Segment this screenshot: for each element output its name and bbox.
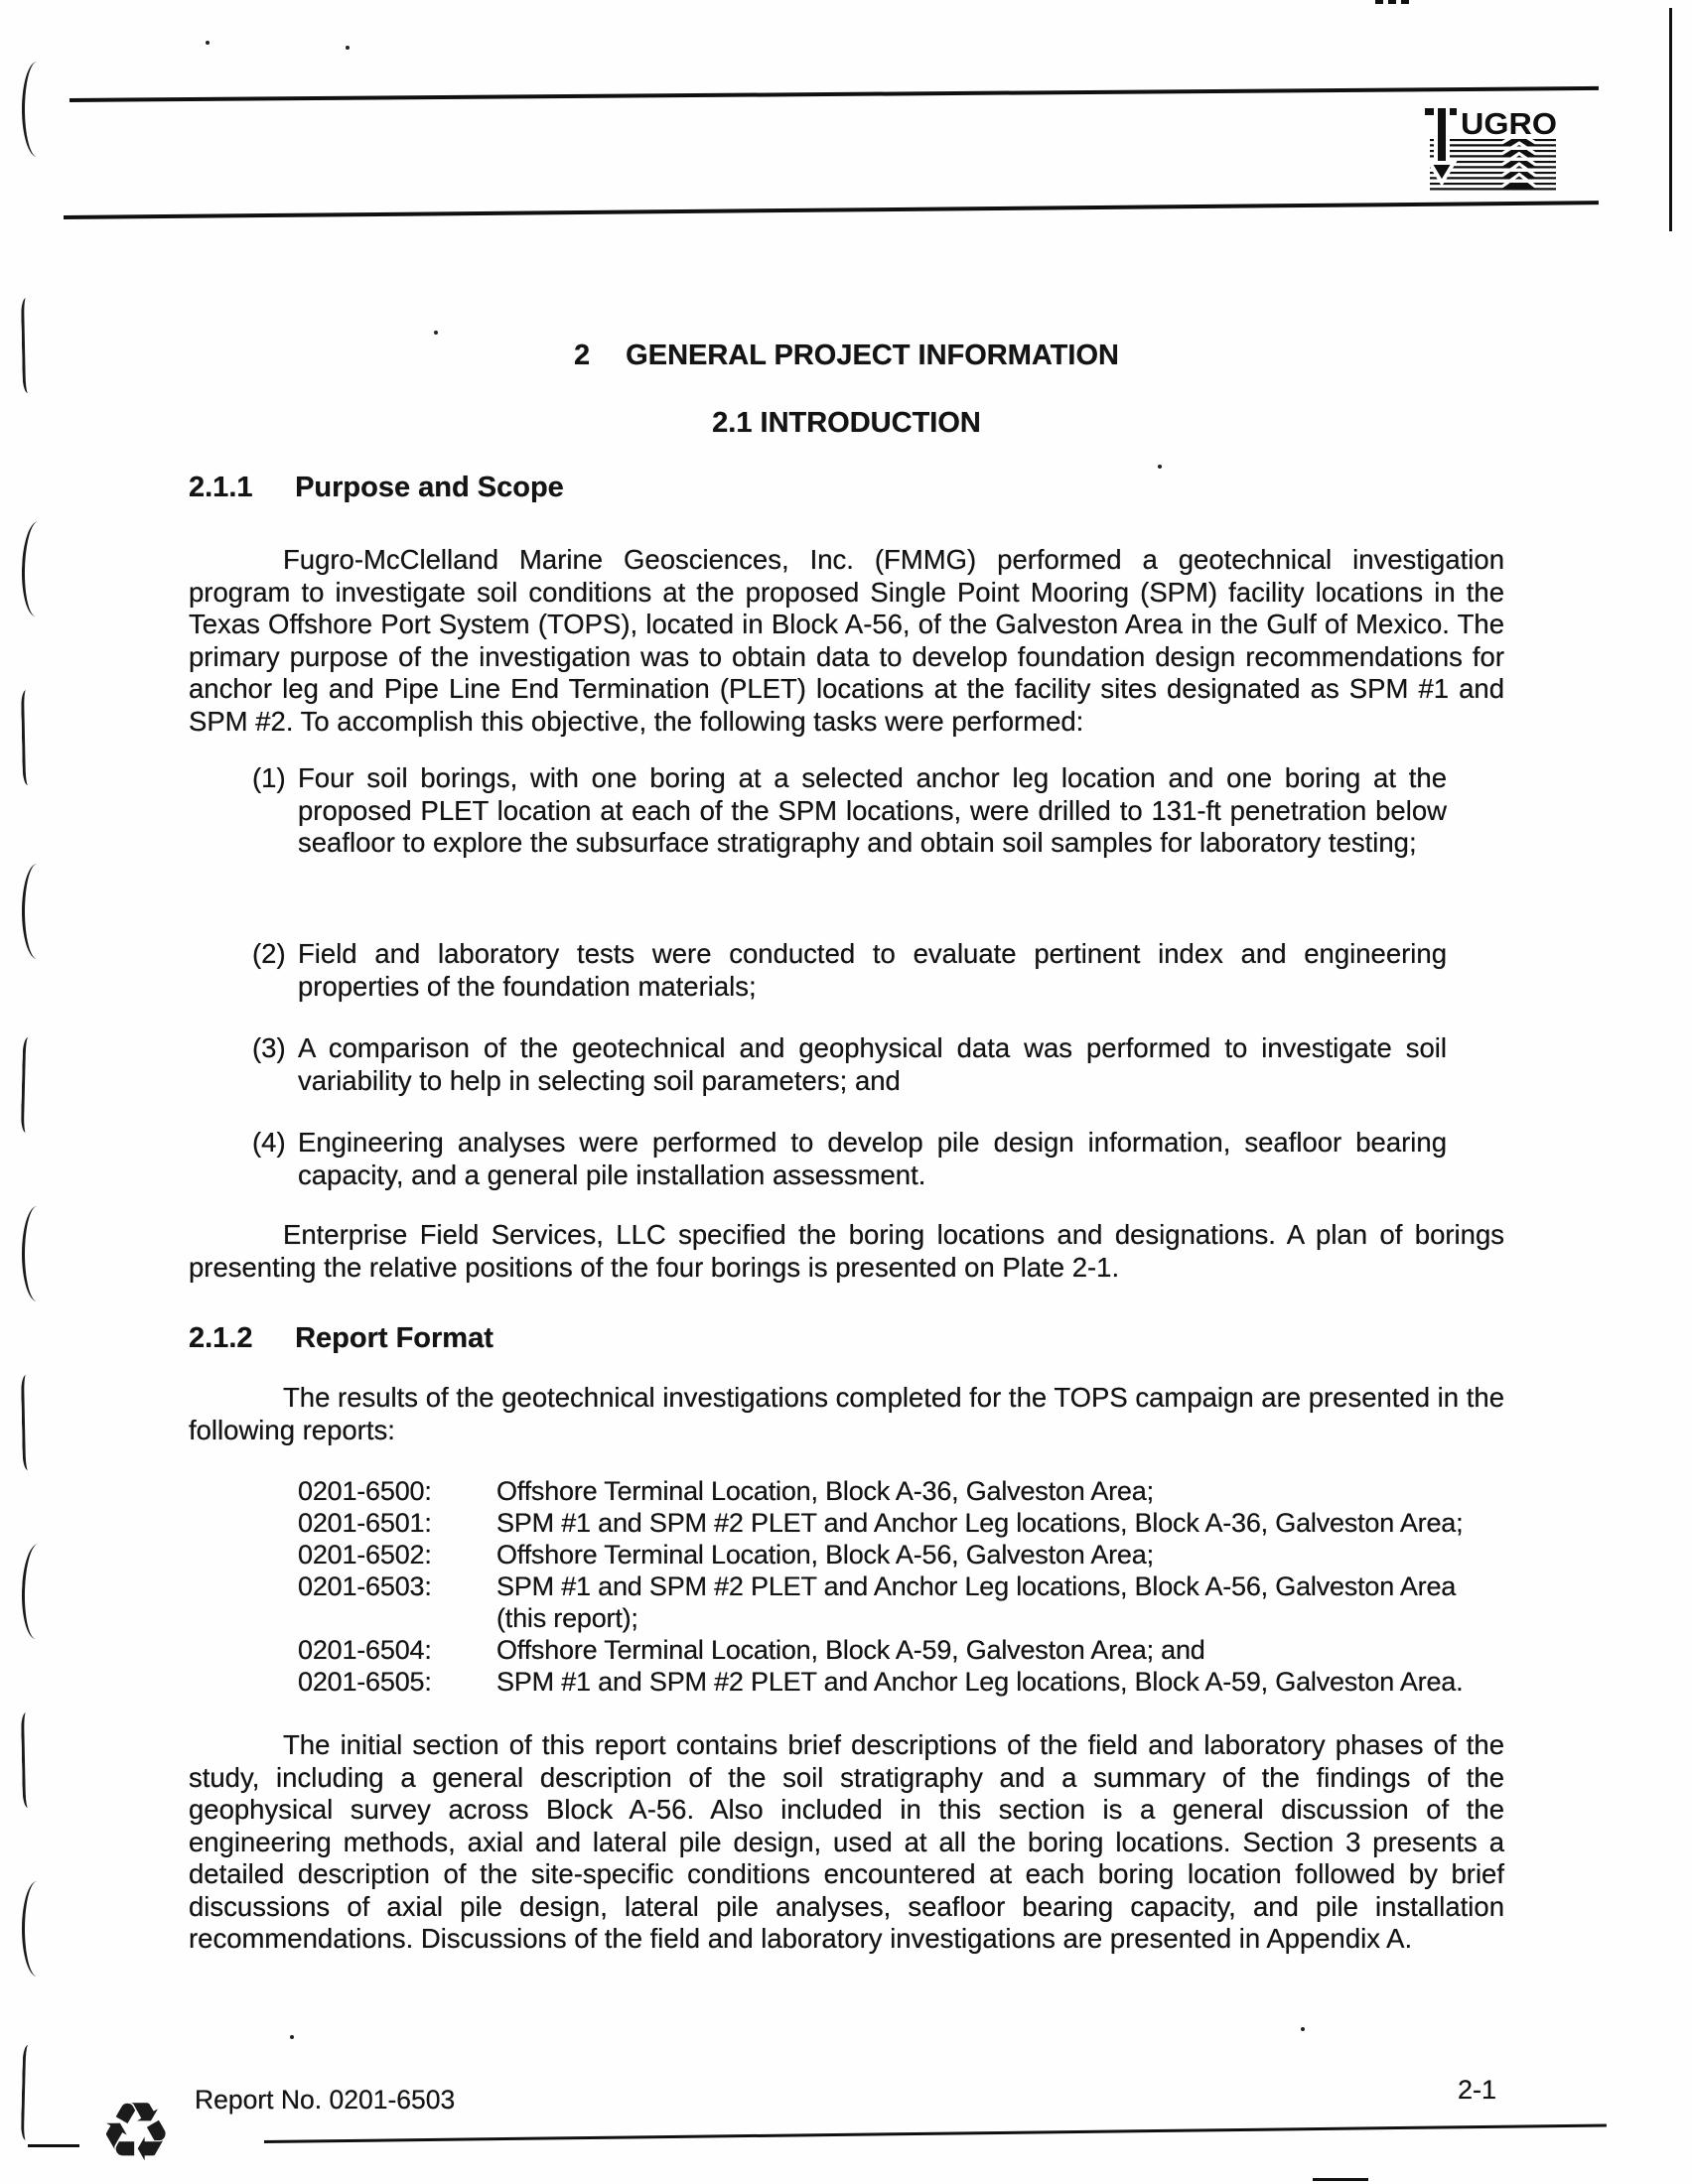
binding-mark xyxy=(22,62,39,157)
task-item-3 xyxy=(189,1032,1504,1097)
heading-2-1-2 xyxy=(189,1322,1504,1355)
scan-artifact-edge-line xyxy=(1669,8,1672,231)
task-item-1 xyxy=(189,762,1504,860)
scan-dot xyxy=(206,41,210,45)
binding-mark xyxy=(21,690,40,785)
binding-mark xyxy=(22,1206,39,1301)
fugro-logo xyxy=(1423,99,1562,194)
footer-page-number: 2-1 xyxy=(1458,2075,1497,2105)
task-text: Engineering analyses were performed to develop pile design information, seafloor bearing capacity, and a general pile installation assessment. xyxy=(298,1127,1447,1190)
report-desc: Offshore Terminal Location, Block A-59, Galveston Area; and xyxy=(496,1635,1205,1665)
report-id: 0201-6500: xyxy=(298,1476,432,1506)
report-id: 0201-6503: xyxy=(298,1571,432,1601)
paragraph-enterprise: Enterprise Field Services, LLC specified the boring locations and designations. A plan of borings presenting the relative positions of the four borings is presented on Plate 2-1. xyxy=(189,1219,1504,1283)
binding-mark xyxy=(21,2045,40,2140)
heading-number: 2.1.2 xyxy=(189,1322,253,1354)
task-number: (1) xyxy=(252,762,286,793)
intro-heading: 2.1 INTRODUCTION xyxy=(712,407,981,439)
header-rule-top xyxy=(70,86,1599,102)
logo-letters: UGRO xyxy=(1461,106,1557,141)
binding-mark xyxy=(21,1712,40,1808)
recycle-icon: ♻ xyxy=(99,2088,173,2178)
report-desc-continued: (this report); xyxy=(496,1603,638,1633)
report-desc: SPM #1 and SPM #2 PLET and Anchor Leg locations, Block A-56, Galveston Area (this report); xyxy=(496,1571,1457,1633)
paragraph-report-structure: The initial section of this report contains brief descriptions of the field and laboratory phases of the study, including a general description of the soil stratigraphy and a summary of the findings of the geophysical survey across Block A-56. Also included in this section is a general discussion of the engineering methods, axial and lateral pile design, used at all the boring locations. Section 3 presents a detailed description of the site-specific conditions encountered at each boring location followed by brief discussions of axial pile design, lateral pile analyses, seafloor bearing capacity, and pile installation recommendations. Discussions of the field and laboratory investigations are presented in Appendix A. xyxy=(189,1729,1504,1954)
report-row xyxy=(298,1475,1504,1507)
binding-mark xyxy=(22,1881,39,1977)
paragraph-purpose: Fugro-McClelland Marine Geosciences, Inc. (FMMG) performed a geotechnical investigation program to investigate soil conditions at the proposed Single Point Mooring (SPM) facility locations in the Texas Offshore Port System (TOPS), located in Block A-56, of the Galveston Area in the Gulf of Mexico. The primary purpose of the investigation was to obtain data to develop foundation design recommendations for anchor leg and Pipe Line End Termination (PLET) locations at the facility sites designated as SPM #1 and SPM #2. To accomplish this objective, the following tasks were performed: xyxy=(189,544,1504,737)
binding-mark xyxy=(22,864,39,959)
binding-mark xyxy=(21,1544,40,1639)
report-row xyxy=(298,1634,1504,1666)
task-text: A comparison of the geotechnical and geophysical data was performed to investigate soil variability to help in selecting soil parameters; and xyxy=(298,1032,1447,1096)
scan-dot xyxy=(290,2035,294,2039)
scan-artifact-dashes xyxy=(1375,0,1409,4)
task-text: Field and laboratory tests were conducted to evaluate pertinent index and engineering properties of the foundation materials; xyxy=(298,938,1447,1002)
heading-number: 2.1.1 xyxy=(189,472,253,503)
binding-mark xyxy=(21,298,40,393)
footer-rule-left-dash xyxy=(28,2144,79,2147)
scan-dot xyxy=(346,46,350,50)
report-row xyxy=(298,1539,1504,1570)
report-desc: SPM #1 and SPM #2 PLET and Anchor Leg locations, Block A-36, Galveston Area; xyxy=(496,1508,1464,1538)
header-rule-bottom xyxy=(64,201,1599,219)
task-number: (4) xyxy=(252,1127,286,1158)
report-list xyxy=(189,1475,1504,1698)
scan-dot xyxy=(1158,465,1162,469)
task-number: (2) xyxy=(252,938,286,969)
report-row xyxy=(298,1507,1504,1539)
section-title-text: GENERAL PROJECT INFORMATION xyxy=(626,340,1119,371)
report-desc: Offshore Terminal Location, Block A-36, Galveston Area; xyxy=(496,1476,1154,1506)
report-desc: Offshore Terminal Location, Block A-56, Galveston Area; xyxy=(496,1540,1154,1570)
footer-artifact-line xyxy=(1313,2178,1368,2181)
report-row xyxy=(298,1666,1504,1698)
scan-dot xyxy=(434,331,438,335)
report-id: 0201-6501: xyxy=(298,1508,432,1538)
binding-mark xyxy=(21,1037,40,1133)
heading-2-1-1 xyxy=(189,472,1504,504)
heading-text: Report Format xyxy=(295,1322,494,1354)
report-id: 0201-6502: xyxy=(298,1540,432,1570)
task-item-2 xyxy=(189,938,1504,1003)
report-id: 0201-6505: xyxy=(298,1667,432,1697)
report-desc: SPM #1 and SPM #2 PLET and Anchor Leg locations, Block A-59, Galveston Area. xyxy=(496,1667,1464,1697)
binding-mark xyxy=(21,521,40,616)
task-text: Four soil borings, with one boring at a selected anchor leg location and one boring at the proposed PLET location at each of the SPM locations, were drilled to 131-ft penetration below seafloor to explore the subsurface stratigraphy and obtain soil samples for laboratory testing; xyxy=(298,762,1447,858)
paragraph-results: The results of the geotechnical investigations completed for the TOPS campaign are presented in the following reports: xyxy=(189,1382,1504,1445)
binding-mark xyxy=(21,1375,40,1470)
section-number: 2 xyxy=(574,340,591,371)
task-number: (3) xyxy=(252,1032,286,1063)
section-title xyxy=(189,340,1504,372)
heading-text: Purpose and Scope xyxy=(295,472,564,503)
footer-rule xyxy=(264,2123,1607,2143)
task-item-4 xyxy=(189,1127,1504,1191)
scan-dot xyxy=(1301,2027,1305,2031)
report-row xyxy=(298,1570,1504,1634)
footer-report-number: Report No. 0201-6503 xyxy=(195,2085,456,2115)
report-id: 0201-6504: xyxy=(298,1635,432,1665)
